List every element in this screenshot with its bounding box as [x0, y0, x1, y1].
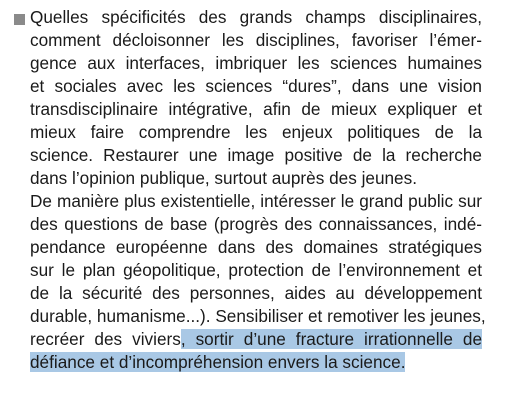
text-line: science. Restaurer une image positive de la recherche: [30, 145, 482, 165]
square-bullet-icon: [14, 14, 25, 25]
text-line: [30, 328, 482, 351]
text-line: De manière plus existentielle, intéresser le grand public sur: [30, 191, 482, 211]
text-line: de la sécurité des personnes, aides au développement: [30, 283, 482, 303]
text-line: sur le plan géopolitique, protection de l’environnement et: [30, 260, 482, 280]
text-selection-highlight[interactable]: , sortir d’une fracture irrationnelle de: [180, 329, 483, 349]
text-line: des questions de base (progrès des connaissances, indé-: [30, 214, 482, 234]
text-line: [30, 351, 482, 374]
text-segment: recréer des viviers: [30, 329, 181, 349]
text-selection-highlight[interactable]: défiance et d’incompréhension envers la science.: [30, 352, 406, 372]
text-line: dans l’opinion publique, surtout auprès des jeunes.: [30, 168, 417, 188]
text-line: comment décloisonner les disciplines, favoriser l’émer-: [30, 30, 482, 50]
text-line: Quelles spécificités des grands champs disciplinaires,: [30, 7, 482, 27]
second-paragraph: [30, 190, 486, 374]
text-line: transdisciplinaire intégrative, afin de mieux expliquer et: [30, 99, 482, 119]
text-line: pendance européenne dans des domaines stratégiques: [30, 237, 482, 257]
text-line: et sociales avec les sciences “dures”, dans une vision: [30, 76, 482, 96]
text-line: gence aux interfaces, imbriquer les sciences humaines: [30, 53, 482, 73]
text-line: mieux faire comprendre les enjeux politiques de la: [30, 122, 482, 142]
bullet-paragraph: [30, 6, 482, 190]
text-line: durable, humanisme...). Sensibiliser et remotiver les jeunes,: [30, 306, 486, 326]
